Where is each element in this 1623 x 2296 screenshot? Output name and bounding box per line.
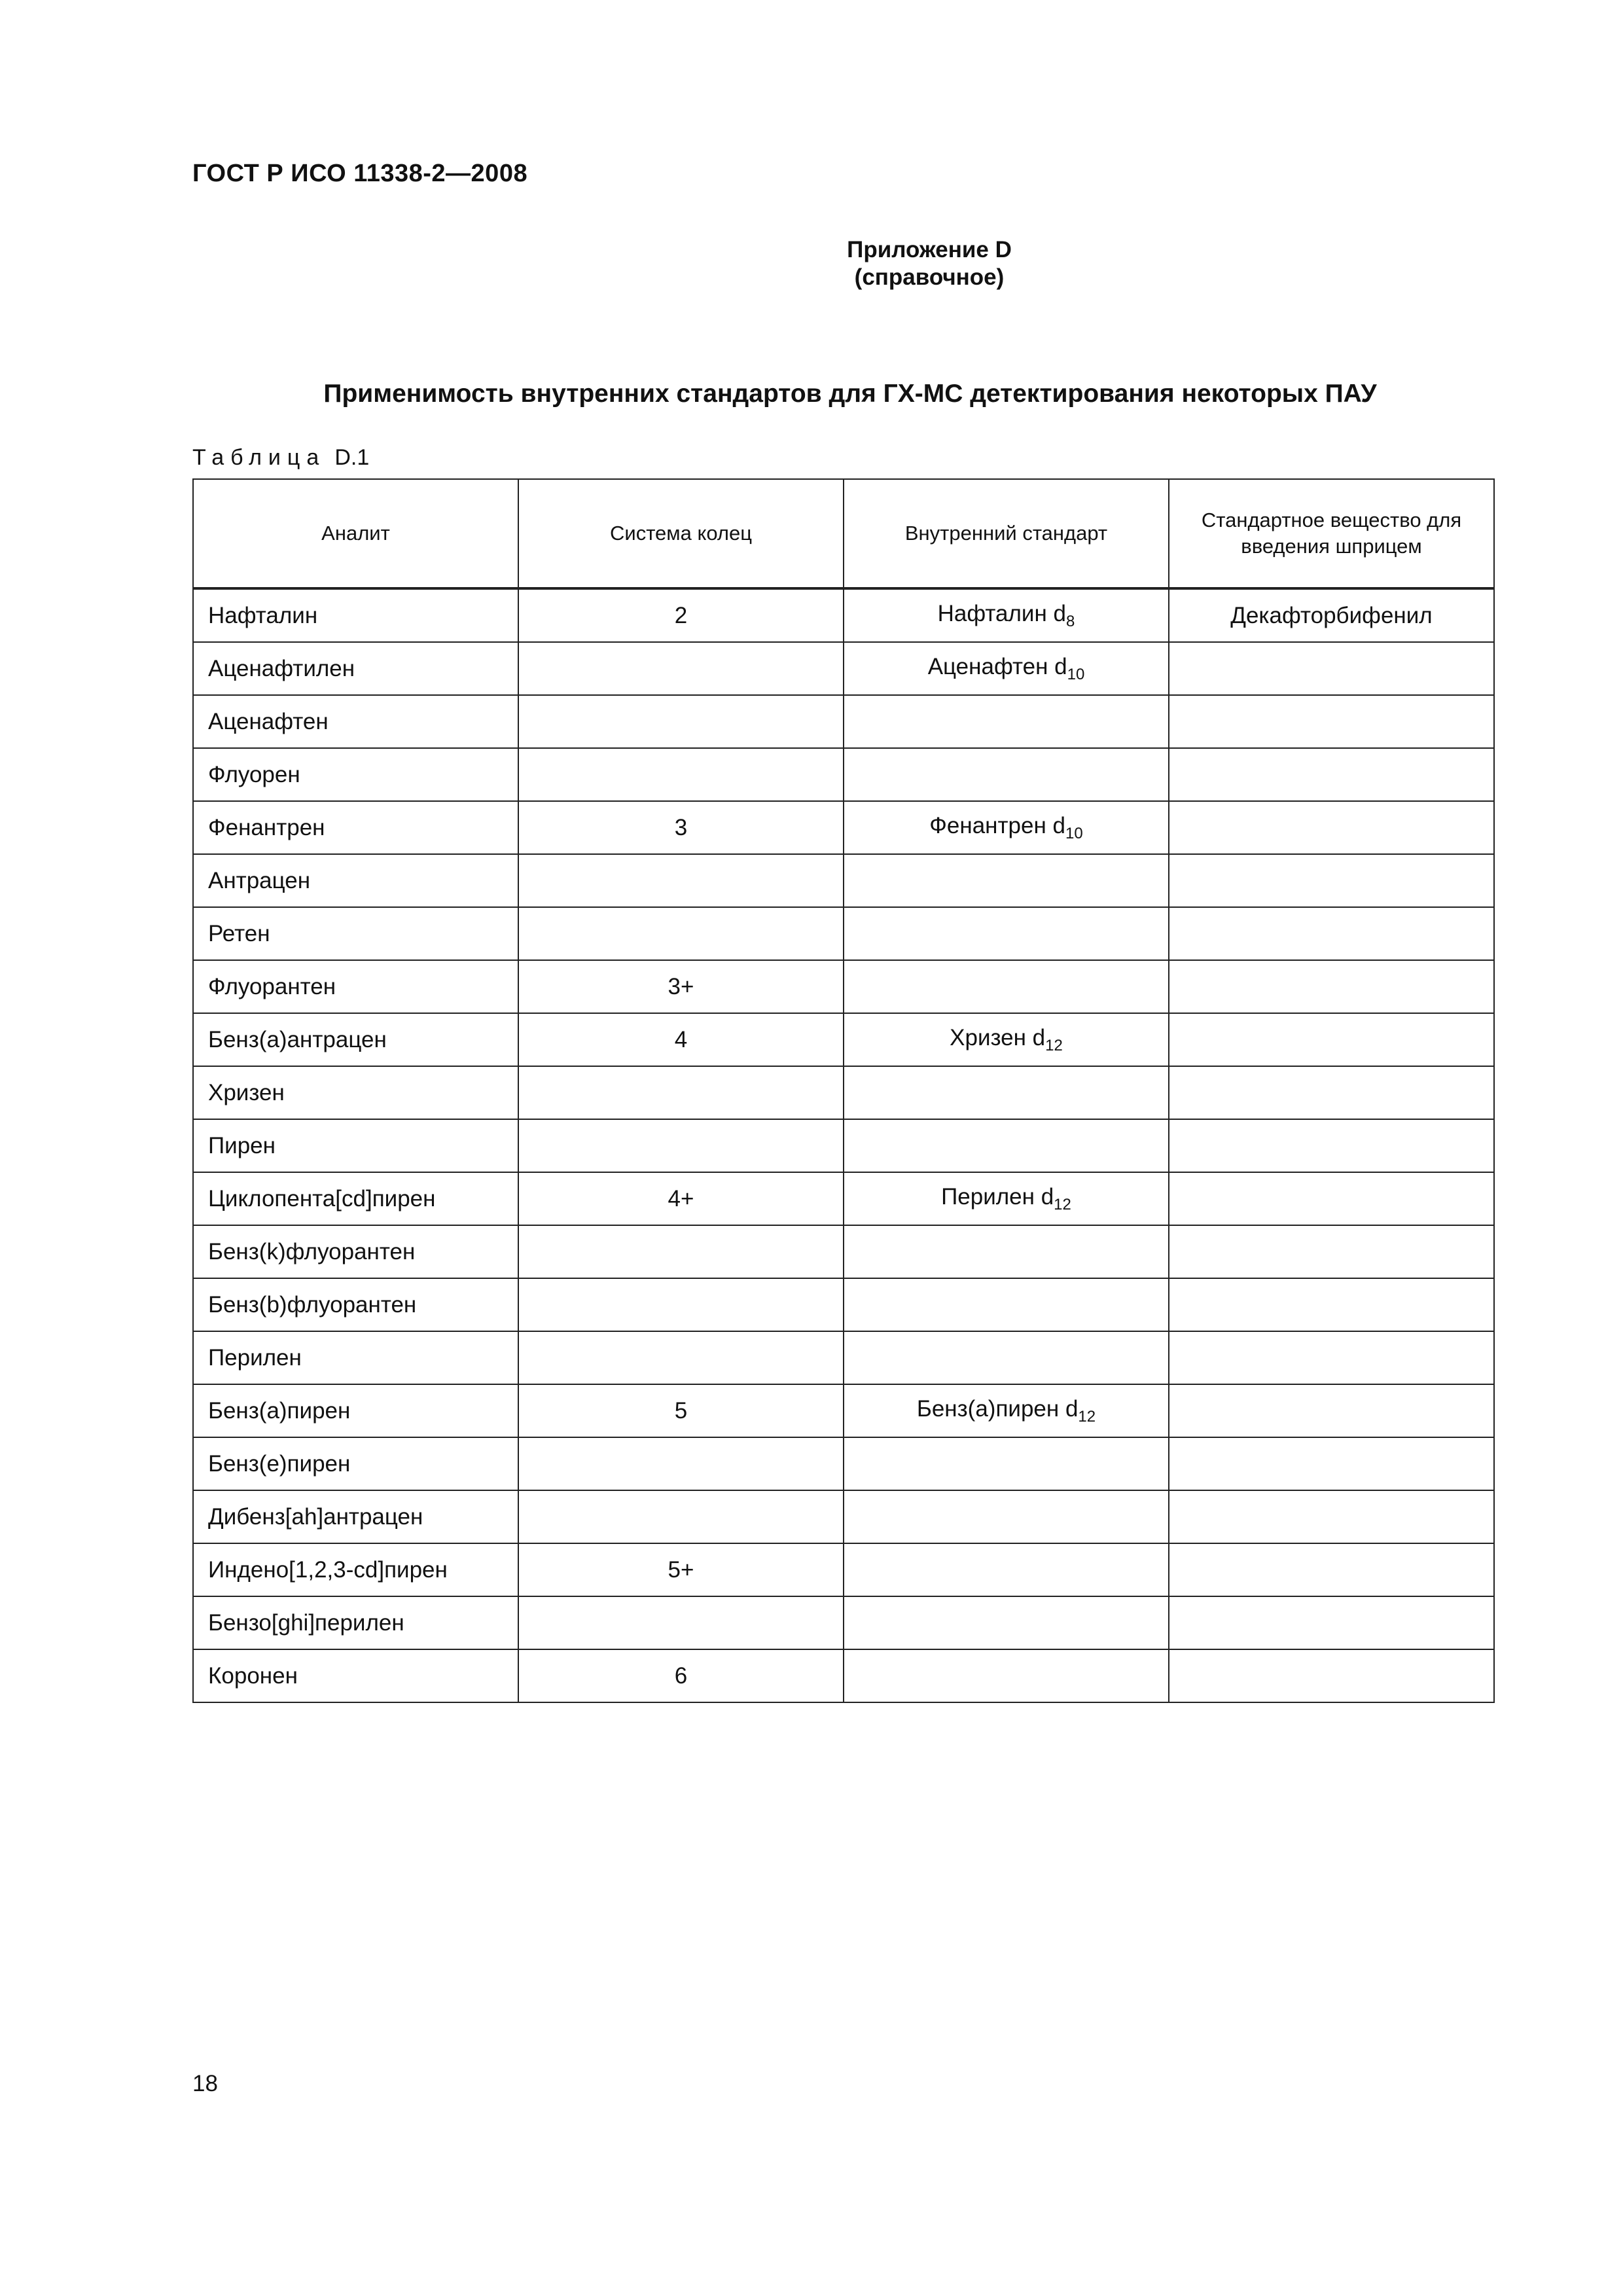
internal-standard-name: Аценафтен d [927, 653, 1067, 679]
cell-analyte: Циклопента[cd]пирен [193, 1172, 518, 1225]
cell-analyte: Аценафтен [193, 695, 518, 748]
table-row [193, 960, 1494, 1013]
cell-syringe-standard [1169, 1119, 1494, 1172]
cell-syringe-standard: Декафторбифенил [1169, 588, 1494, 642]
cell-syringe-standard [1169, 854, 1494, 907]
cell-internal-standard [844, 1331, 1169, 1384]
column-header-analyte: Аналит [193, 479, 518, 588]
cell-ring-system [518, 695, 844, 748]
cell-syringe-standard [1169, 1172, 1494, 1225]
cell-syringe-standard [1169, 748, 1494, 801]
cell-internal-standard [844, 588, 1169, 642]
cell-analyte: Бенз(а)пирен [193, 1384, 518, 1437]
cell-analyte: Дибенз[ah]антрацен [193, 1490, 518, 1543]
table-row [193, 801, 1494, 854]
appendix-title: Приложение D [847, 237, 1012, 262]
cell-ring-system [518, 748, 844, 801]
cell-ring-system [518, 1119, 844, 1172]
cell-ring-system [518, 1437, 844, 1490]
cell-analyte: Флуорантен [193, 960, 518, 1013]
cell-ring-system: 5+ [518, 1543, 844, 1596]
cell-syringe-standard [1169, 642, 1494, 695]
cell-analyte: Перилен [193, 1331, 518, 1384]
cell-syringe-standard [1169, 1596, 1494, 1649]
table-row [193, 1437, 1494, 1490]
internal-standard-subscript: 8 [1066, 612, 1075, 630]
internal-standard-name: Бенз(а)пирен d [916, 1395, 1079, 1422]
cell-ring-system: 3 [518, 801, 844, 854]
cell-internal-standard [844, 1490, 1169, 1543]
cell-ring-system: 4+ [518, 1172, 844, 1225]
table-caption [192, 445, 369, 471]
cell-analyte: Ретен [193, 907, 518, 960]
cell-syringe-standard [1169, 1278, 1494, 1331]
page-number: 18 [192, 2071, 218, 2096]
cell-ring-system [518, 1490, 844, 1543]
cell-ring-system [518, 1225, 844, 1278]
table-row [193, 1066, 1494, 1119]
table-row [193, 1119, 1494, 1172]
table-row [193, 695, 1494, 748]
internal-standard-name: Нафталин d [937, 600, 1066, 626]
cell-analyte: Нафталин [193, 588, 518, 642]
cell-syringe-standard [1169, 1331, 1494, 1384]
psa-standards-table [192, 478, 1495, 1703]
internal-standard-name: Перилен d [941, 1183, 1054, 1210]
internal-standard-subscript: 10 [1067, 665, 1085, 683]
cell-analyte: Коронен [193, 1649, 518, 1702]
cell-syringe-standard [1169, 1013, 1494, 1066]
cell-internal-standard [844, 1596, 1169, 1649]
cell-syringe-standard [1169, 1384, 1494, 1437]
cell-analyte: Бенз(а)антрацен [193, 1013, 518, 1066]
table-row [193, 642, 1494, 695]
cell-syringe-standard [1169, 695, 1494, 748]
table-row [193, 1225, 1494, 1278]
table-row [193, 1543, 1494, 1596]
cell-analyte: Аценафтилен [193, 642, 518, 695]
cell-internal-standard [844, 1013, 1169, 1066]
column-header-syringe-standard: Стандартное вещество для введения шприцем [1169, 479, 1494, 588]
cell-ring-system [518, 1278, 844, 1331]
internal-standard-name: Фенантрен d [929, 812, 1065, 838]
table-header-row [193, 479, 1494, 588]
cell-analyte: Бензо[ghi]перилен [193, 1596, 518, 1649]
table-row [193, 1278, 1494, 1331]
table-row [193, 854, 1494, 907]
cell-syringe-standard [1169, 1437, 1494, 1490]
appendix-type: (справочное) [854, 264, 1005, 290]
table-row [193, 1384, 1494, 1437]
cell-analyte: Индено[1,2,3-cd]пирен [193, 1543, 518, 1596]
cell-syringe-standard [1169, 960, 1494, 1013]
cell-internal-standard [844, 1543, 1169, 1596]
cell-syringe-standard [1169, 1649, 1494, 1702]
cell-ring-system [518, 642, 844, 695]
internal-standard-subscript: 12 [1054, 1195, 1071, 1213]
cell-internal-standard [844, 1172, 1169, 1225]
cell-syringe-standard [1169, 1066, 1494, 1119]
cell-ring-system: 2 [518, 588, 844, 642]
table-row [193, 1172, 1494, 1225]
cell-internal-standard [844, 642, 1169, 695]
cell-ring-system: 5 [518, 1384, 844, 1437]
cell-internal-standard [844, 1225, 1169, 1278]
cell-syringe-standard [1169, 1225, 1494, 1278]
table-row [193, 1331, 1494, 1384]
cell-ring-system [518, 854, 844, 907]
table-caption-number: D.1 [334, 445, 370, 470]
cell-internal-standard [844, 1066, 1169, 1119]
document-code: ГОСТ Р ИСО 11338-2—2008 [192, 160, 528, 187]
cell-internal-standard [844, 1119, 1169, 1172]
cell-syringe-standard [1169, 1543, 1494, 1596]
cell-internal-standard [844, 695, 1169, 748]
table-row [193, 588, 1494, 642]
cell-syringe-standard [1169, 801, 1494, 854]
cell-analyte: Фенантрен [193, 801, 518, 854]
cell-internal-standard [844, 748, 1169, 801]
cell-internal-standard [844, 1384, 1169, 1437]
table-row [193, 1490, 1494, 1543]
internal-standard-name: Хризен d [950, 1024, 1046, 1050]
table-row [193, 907, 1494, 960]
cell-ring-system: 3+ [518, 960, 844, 1013]
cell-internal-standard [844, 1649, 1169, 1702]
cell-analyte: Флуорен [193, 748, 518, 801]
cell-internal-standard [844, 1437, 1169, 1490]
internal-standard-subscript: 10 [1065, 824, 1083, 842]
column-header-ring-system: Система колец [518, 479, 844, 588]
internal-standard-subscript: 12 [1078, 1407, 1096, 1426]
page-title: Применимость внутренних стандартов для ГХ-МС детектирования некоторых ПАУ [323, 380, 1377, 408]
cell-syringe-standard [1169, 907, 1494, 960]
cell-analyte: Пирен [193, 1119, 518, 1172]
cell-ring-system: 6 [518, 1649, 844, 1702]
table-row [193, 1013, 1494, 1066]
table-row [193, 1649, 1494, 1702]
cell-ring-system: 4 [518, 1013, 844, 1066]
cell-internal-standard [844, 854, 1169, 907]
cell-internal-standard [844, 960, 1169, 1013]
cell-internal-standard [844, 801, 1169, 854]
cell-analyte: Бенз(k)флуорантен [193, 1225, 518, 1278]
cell-ring-system [518, 907, 844, 960]
table-row [193, 748, 1494, 801]
cell-analyte: Бенз(b)флуорантен [193, 1278, 518, 1331]
cell-analyte: Антрацен [193, 854, 518, 907]
internal-standard-subscript: 12 [1045, 1036, 1063, 1054]
cell-internal-standard [844, 1278, 1169, 1331]
table-row [193, 1596, 1494, 1649]
cell-analyte: Хризен [193, 1066, 518, 1119]
cell-analyte: Бенз(е)пирен [193, 1437, 518, 1490]
table-caption-word: Таблица [192, 445, 326, 470]
table-body [193, 588, 1494, 1702]
column-header-internal-standard: Внутренний стандарт [844, 479, 1169, 588]
cell-syringe-standard [1169, 1490, 1494, 1543]
cell-internal-standard [844, 907, 1169, 960]
cell-ring-system [518, 1596, 844, 1649]
cell-ring-system [518, 1066, 844, 1119]
cell-ring-system [518, 1331, 844, 1384]
